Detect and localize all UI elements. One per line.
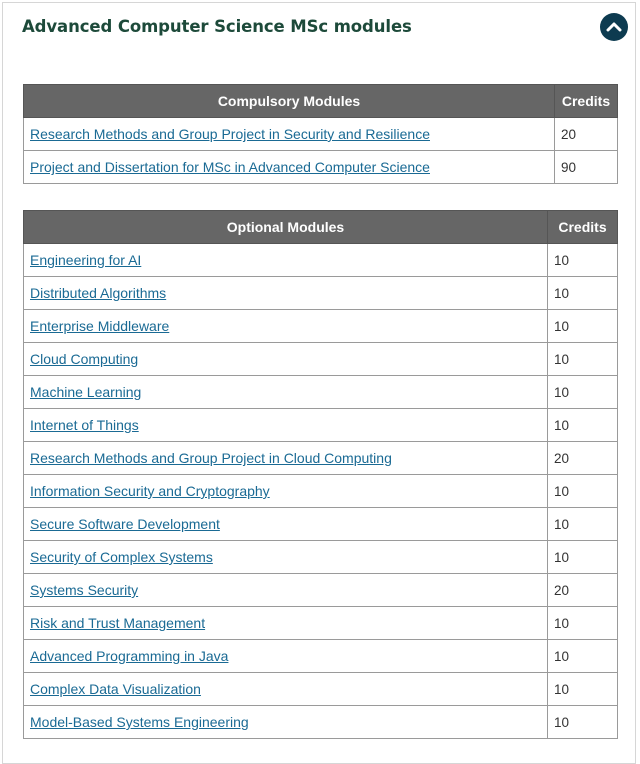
module-link[interactable]: Advanced Programming in Java (30, 648, 229, 664)
module-name-cell (24, 541, 548, 574)
table-row (24, 376, 618, 409)
table-row (24, 706, 618, 739)
module-name-cell (24, 343, 548, 376)
table-row (24, 409, 618, 442)
module-name-cell (24, 310, 548, 343)
module-credits: 10 (548, 607, 618, 640)
optional-modules-heading: Optional Modules (24, 211, 548, 244)
table-row (24, 607, 618, 640)
module-link[interactable]: Information Security and Cryptography (30, 483, 270, 499)
module-link[interactable]: Secure Software Development (30, 516, 220, 532)
module-link[interactable]: Model-Based Systems Engineering (30, 714, 249, 730)
table-row (24, 442, 618, 475)
module-credits: 10 (548, 244, 618, 277)
module-credits: 10 (548, 310, 618, 343)
module-credits: 10 (548, 508, 618, 541)
module-name-cell (24, 409, 548, 442)
table-row (24, 475, 618, 508)
module-name-cell (24, 574, 548, 607)
module-credits: 10 (548, 409, 618, 442)
module-name-cell (24, 442, 548, 475)
module-credits: 10 (548, 376, 618, 409)
module-credits: 10 (548, 673, 618, 706)
module-credits: 90 (555, 151, 618, 184)
module-credits: 20 (548, 442, 618, 475)
module-name-cell (24, 673, 548, 706)
chevron-up-icon[interactable] (600, 13, 628, 41)
module-link[interactable]: Engineering for AI (30, 252, 142, 268)
table-row (24, 244, 618, 277)
module-credits: 10 (548, 541, 618, 574)
module-credits: 10 (548, 640, 618, 673)
table-row (24, 541, 618, 574)
module-link[interactable]: Risk and Trust Management (30, 615, 206, 631)
module-credits: 20 (555, 118, 618, 151)
module-name-cell (24, 118, 555, 151)
module-credits: 10 (548, 706, 618, 739)
table-row (24, 151, 618, 184)
credits-heading: Credits (548, 211, 618, 244)
module-link[interactable]: Cloud Computing (30, 351, 139, 367)
table-row (24, 673, 618, 706)
module-name-cell (24, 277, 548, 310)
module-link[interactable]: Security of Complex Systems (30, 549, 213, 565)
table-header-row (24, 211, 618, 244)
module-credits: 10 (548, 277, 618, 310)
module-name-cell (24, 151, 555, 184)
modules-panel (2, 2, 636, 764)
table-row (24, 310, 618, 343)
module-link[interactable]: Complex Data Visualization (30, 681, 201, 697)
module-credits: 20 (548, 574, 618, 607)
module-link[interactable]: Project and Dissertation for MSc in Advanced Computer Science (30, 159, 430, 175)
table-row (24, 277, 618, 310)
module-name-cell (24, 706, 548, 739)
module-name-cell (24, 607, 548, 640)
optional-modules-table (23, 210, 618, 739)
module-name-cell (24, 508, 548, 541)
compulsory-modules-table (23, 84, 618, 184)
module-link[interactable]: Research Methods and Group Project in Cloud Computing (30, 450, 392, 466)
table-row (24, 118, 618, 151)
module-link[interactable]: Machine Learning (30, 384, 142, 400)
credits-heading: Credits (555, 85, 618, 118)
module-credits: 10 (548, 475, 618, 508)
module-link[interactable]: Research Methods and Group Project in Security and Resilience (30, 126, 430, 142)
module-link[interactable]: Systems Security (30, 582, 139, 598)
table-row (24, 508, 618, 541)
compulsory-modules-heading: Compulsory Modules (24, 85, 555, 118)
panel-header[interactable] (3, 3, 635, 55)
table-row (24, 574, 618, 607)
module-link[interactable]: Enterprise Middleware (30, 318, 170, 334)
module-name-cell (24, 640, 548, 673)
module-credits: 10 (548, 343, 618, 376)
module-link[interactable]: Internet of Things (30, 417, 139, 433)
panel-title: Advanced Computer Science MSc modules (22, 17, 412, 36)
table-row (24, 640, 618, 673)
module-name-cell (24, 244, 548, 277)
table-row (24, 343, 618, 376)
module-name-cell (24, 475, 548, 508)
module-link[interactable]: Distributed Algorithms (30, 285, 167, 301)
module-name-cell (24, 376, 548, 409)
table-header-row (24, 85, 618, 118)
